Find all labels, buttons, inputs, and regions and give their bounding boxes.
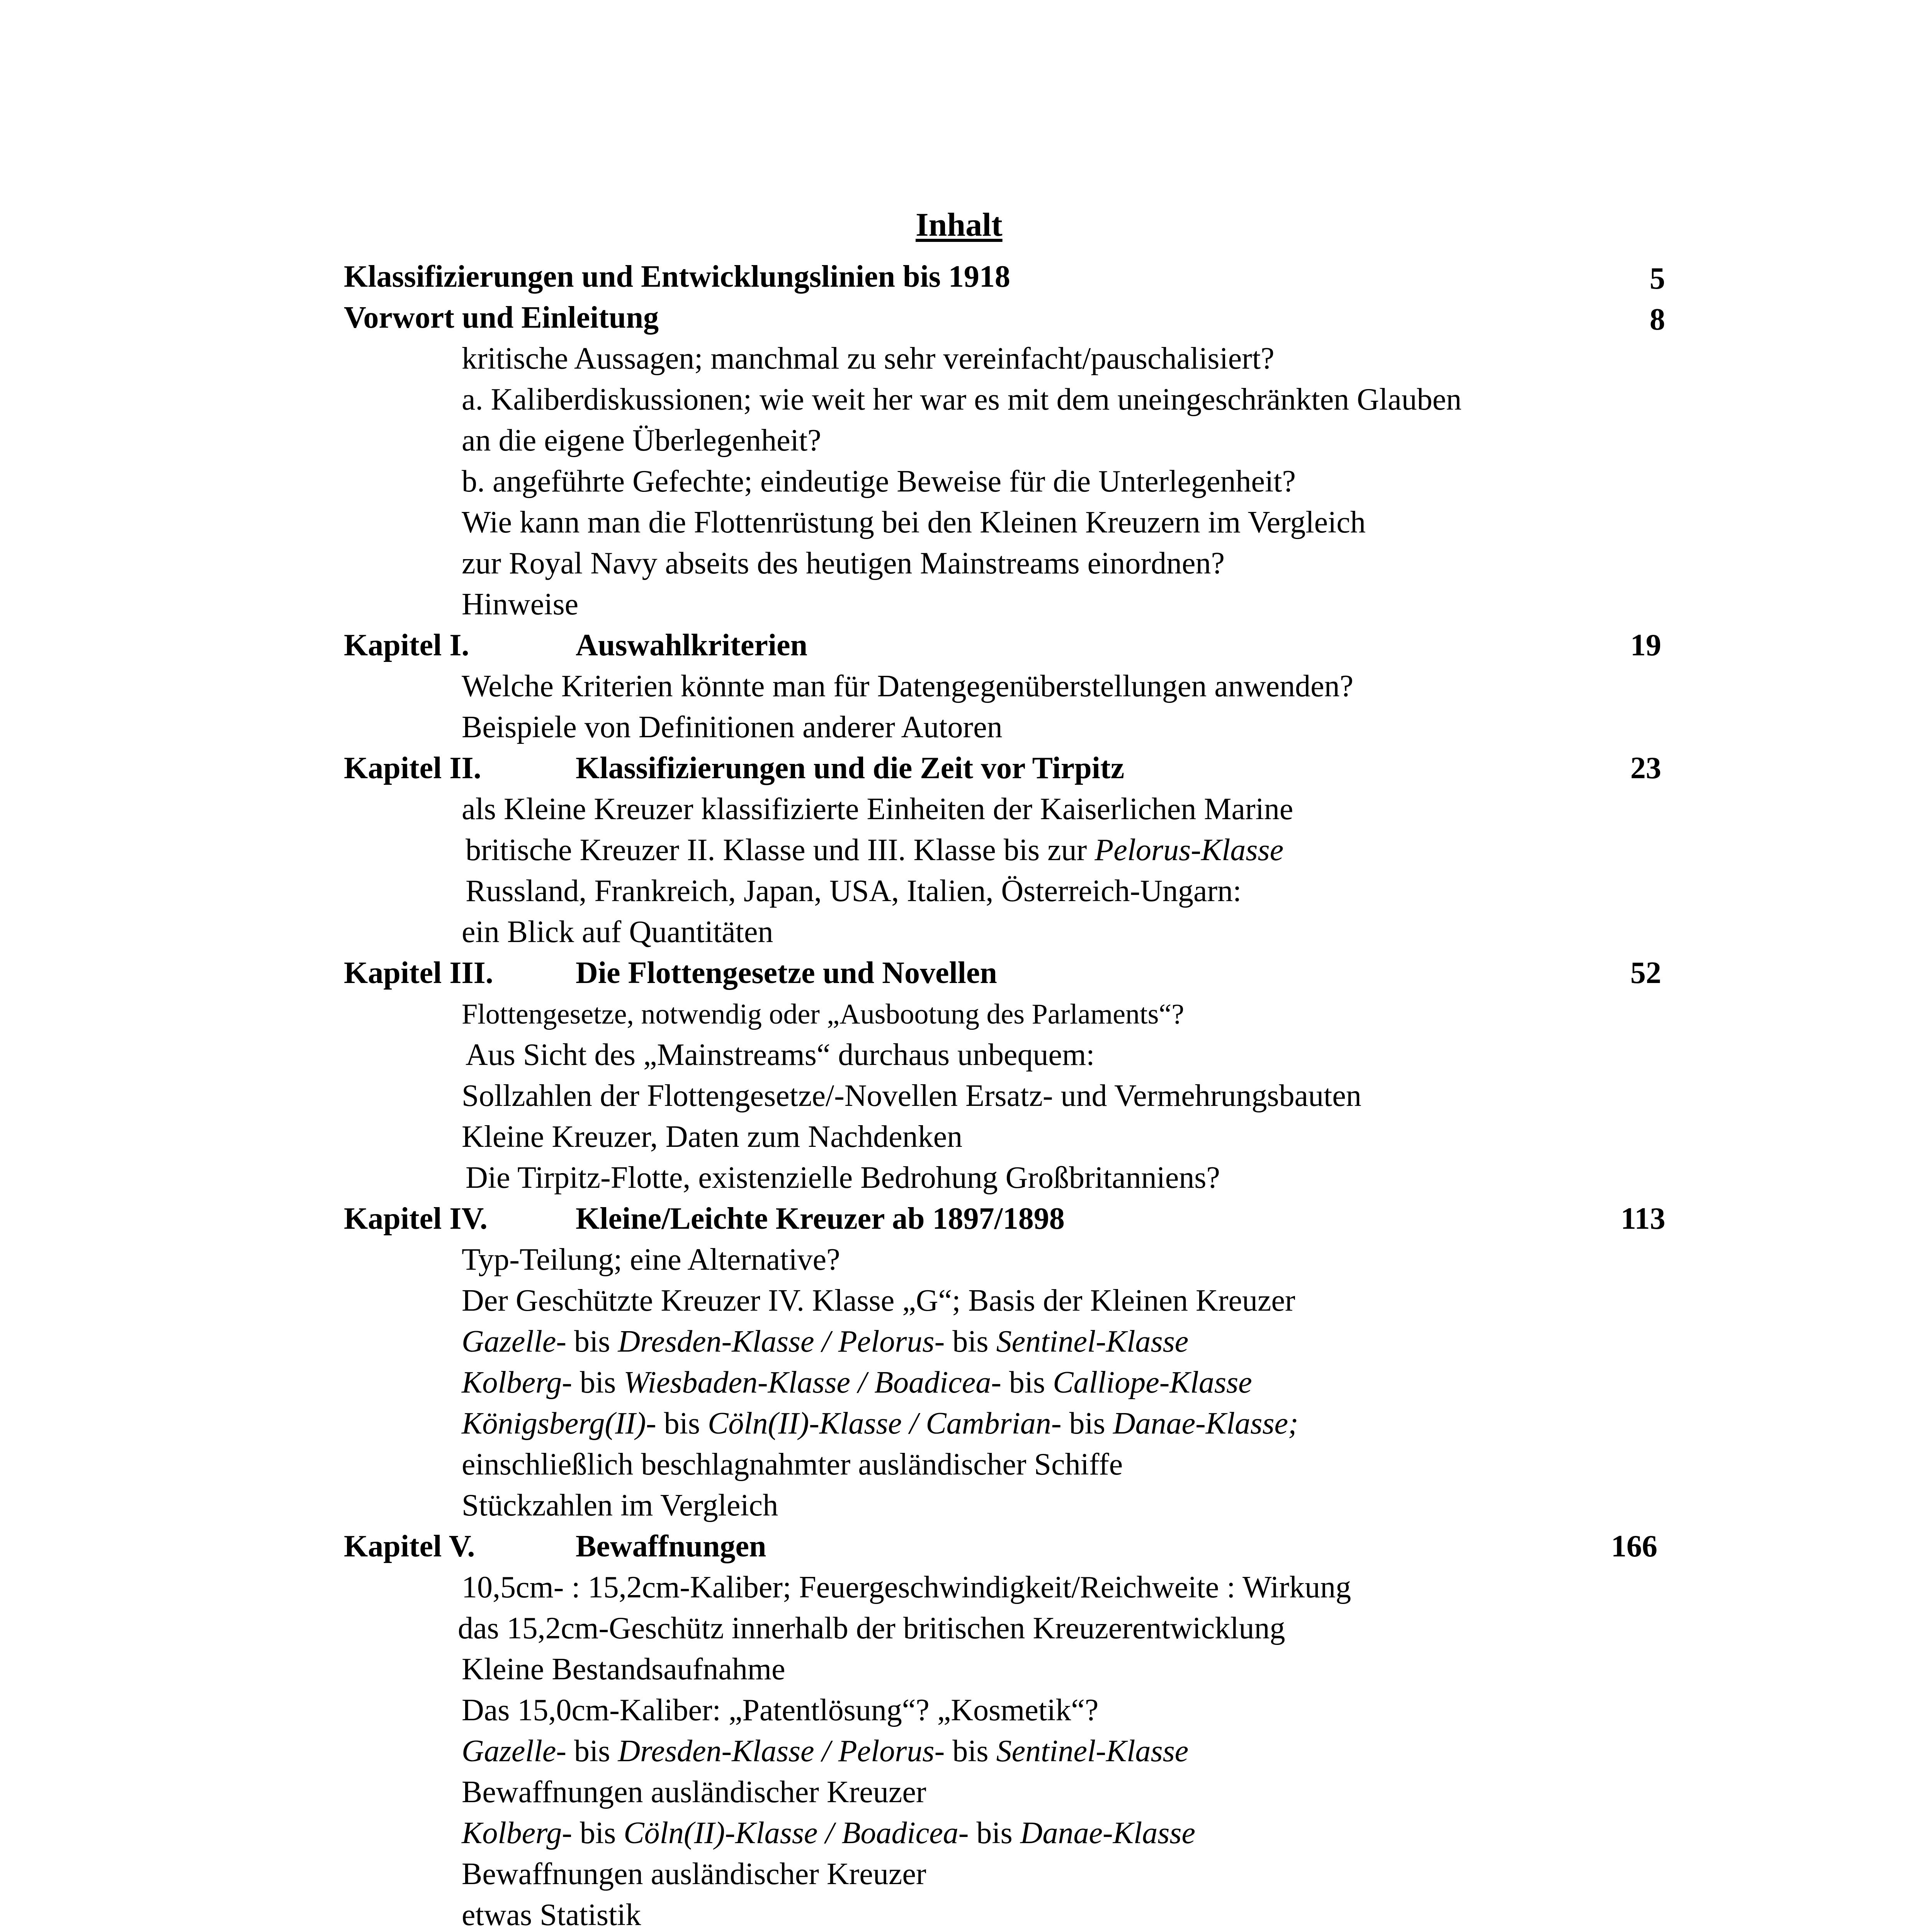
toc-subentry: Kolberg- bis Cöln(II)-Klasse / Boadicea- bis Danae-Klasse: [462, 1816, 1196, 1850]
toc-subentry: ein Blick auf Quantitäten: [462, 915, 773, 949]
toc-subentry: Kleine Bestandsaufnahme: [462, 1652, 785, 1686]
toc-subentry: britische Kreuzer II. Klasse und III. Klasse bis zur Pelorus-Klasse: [466, 833, 1284, 867]
toc-entry-title: Vorwort und Einleitung: [344, 301, 659, 335]
toc-subentry: Kleine Kreuzer, Daten zum Nachdenken: [462, 1120, 963, 1154]
toc-subentry: Wie kann man die Flottenrüstung bei den Kleinen Kreuzern im Vergleich: [462, 505, 1366, 539]
toc-subentry: a. Kaliberdiskussionen; wie weit her war es mit dem uneingeschränkten Glauben: [462, 383, 1462, 417]
toc-entry-title: Kleine/Leichte Kreuzer ab 1897/1898: [576, 1202, 1065, 1236]
toc-entry-prefix: Kapitel IV.: [344, 1202, 488, 1236]
toc-subentry: etwas Statistik: [462, 1898, 641, 1932]
toc-subentry: zur Royal Navy abseits des heutigen Mainstreams einordnen?: [462, 546, 1225, 580]
toc-subentry: b. angeführte Gefechte; eindeutige Beweise für die Unterlegenheit?: [462, 464, 1296, 498]
toc-entry-title: Klassifizierungen und Entwicklungslinien bis 1918: [344, 260, 1010, 294]
toc-entry-page: 52: [1630, 956, 1661, 990]
toc-subentry: das 15,2cm-Geschütz innerhalb der britischen Kreuzerentwicklung: [458, 1611, 1285, 1645]
toc-subentry: Typ-Teilung; eine Alternative?: [462, 1243, 840, 1277]
toc-entry-title: Bewaffnungen: [576, 1529, 766, 1563]
toc-entry-prefix: Kapitel I.: [344, 628, 469, 662]
toc-subentry: als Kleine Kreuzer klassifizierte Einheiten der Kaiserlichen Marine: [462, 792, 1293, 826]
toc-subentry: Aus Sicht des „Mainstreams“ durchaus unbequem:: [466, 1038, 1095, 1072]
toc-subentry: kritische Aussagen; manchmal zu sehr vereinfacht/pauschalisiert?: [462, 342, 1275, 376]
toc-entry-title: Auswahlkriterien: [576, 628, 807, 662]
toc-subentry: Beispiele von Definitionen anderer Autoren: [462, 710, 1003, 744]
toc-entry-page: 5: [1650, 262, 1665, 296]
toc-subentry: Flottengesetze, notwendig oder „Ausbootung des Parlaments“?: [462, 998, 1185, 1030]
toc-subentry: Welche Kriterien könnte man für Datengegenüberstellungen anwenden?: [462, 669, 1354, 703]
toc-subentry: Hinweise: [462, 587, 579, 621]
toc-subentry: Das 15,0cm-Kaliber: „Patentlösung“? „Kosmetik“?: [462, 1693, 1099, 1727]
toc-subentry: einschließlich beschlagnahmter ausländischer Schiffe: [462, 1447, 1123, 1481]
toc-subentry: Bewaffnungen ausländischer Kreuzer: [462, 1775, 926, 1809]
toc-subentry: Der Geschützte Kreuzer IV. Klasse „G“; Basis der Kleinen Kreuzer: [462, 1284, 1295, 1318]
toc-subentry: Bewaffnungen ausländischer Kreuzer: [462, 1857, 926, 1891]
toc-subentry: an die eigene Überlegenheit?: [462, 423, 821, 457]
toc-subentry: 10,5cm- : 15,2cm-Kaliber; Feuergeschwindigkeit/Reichweite : Wirkung: [462, 1570, 1351, 1604]
toc-subentry: Russland, Frankreich, Japan, USA, Italien, Österreich-Ungarn:: [466, 874, 1242, 908]
toc-entry-page: 113: [1621, 1202, 1665, 1236]
toc-entry-prefix: Kapitel V.: [344, 1529, 475, 1563]
toc-entry-title: Klassifizierungen und die Zeit vor Tirpitz: [576, 751, 1125, 785]
toc-entry-title: Die Flottengesetze und Novellen: [576, 956, 997, 990]
toc-entry-page: 166: [1611, 1529, 1657, 1563]
toc-subentry: Gazelle- bis Dresden-Klasse / Pelorus- bis Sentinel-Klasse: [462, 1734, 1189, 1768]
toc-entry-prefix: Kapitel II.: [344, 751, 481, 785]
toc-entry-page: 8: [1650, 303, 1665, 337]
toc-subentry: Sollzahlen der Flottengesetze/-Novellen Ersatz- und Vermehrungsbauten: [462, 1079, 1361, 1113]
toc-subentry: Königsberg(II)- bis Cöln(II)-Klasse / Cambrian- bis Danae-Klasse;: [462, 1406, 1298, 1440]
toc-subentry: Stückzahlen im Vergleich: [462, 1488, 778, 1522]
toc-subentry: Kolberg- bis Wiesbaden-Klasse / Boadicea- bis Calliope-Klasse: [462, 1366, 1252, 1400]
toc-subentry: Gazelle- bis Dresden-Klasse / Pelorus- bis Sentinel-Klasse: [462, 1325, 1189, 1359]
toc-subentry: Die Tirpitz-Flotte, existenzielle Bedrohung Großbritanniens?: [466, 1161, 1220, 1195]
toc-entry-page: 23: [1630, 751, 1661, 785]
toc-entry-prefix: Kapitel III.: [344, 956, 493, 990]
toc-entry-page: 19: [1630, 628, 1661, 662]
toc-title: Inhalt: [916, 206, 1003, 243]
